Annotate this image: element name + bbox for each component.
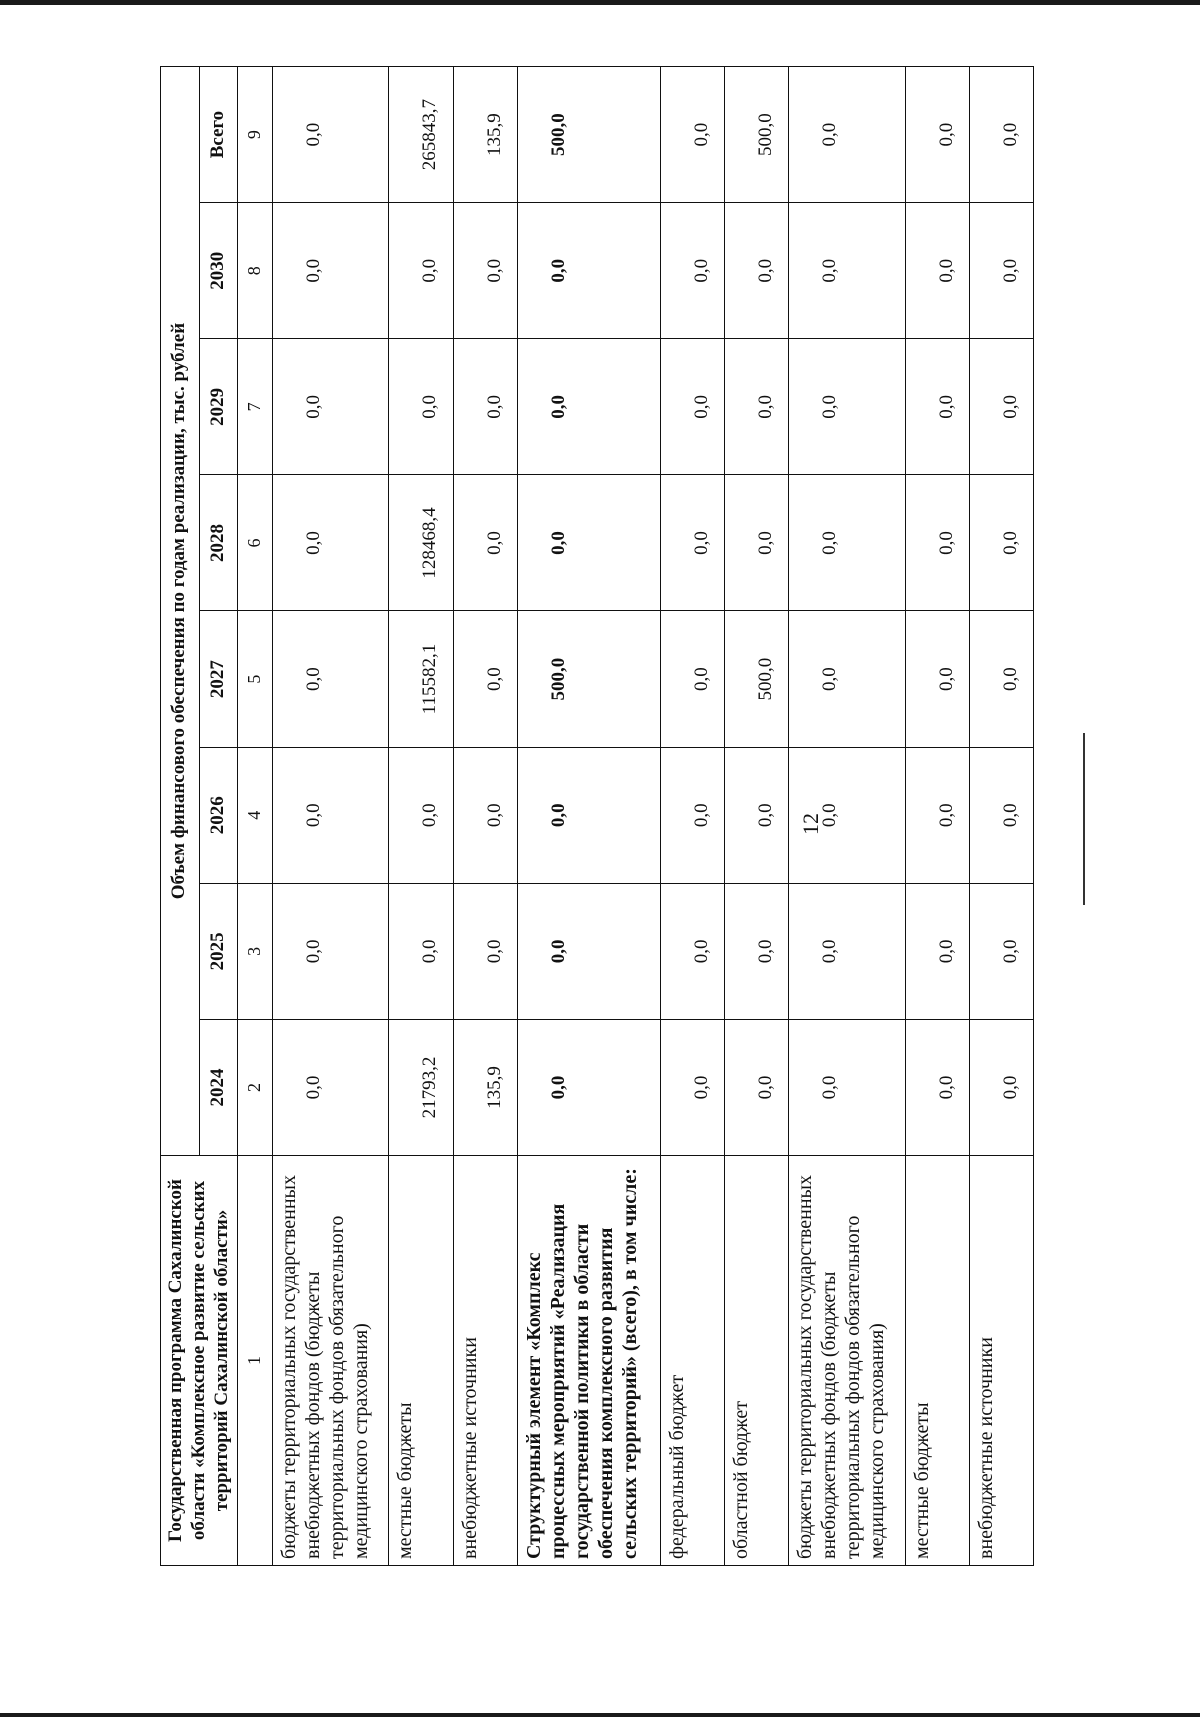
value-cell: 0,0 (905, 475, 969, 611)
value-cell: 0,0 (517, 1019, 660, 1155)
value-cell: 0,0 (789, 203, 905, 339)
value-cell: 0,0 (517, 203, 660, 339)
value-cell: 0,0 (272, 475, 388, 611)
value-cell: 0,0 (517, 883, 660, 1019)
value-cell: 0,0 (969, 203, 1033, 339)
column-index: 7 (238, 339, 273, 475)
year-header: 2026 (199, 747, 238, 883)
year-header: 2024 (199, 1019, 238, 1155)
column-index: 6 (238, 475, 273, 611)
value-cell: 0,0 (453, 475, 517, 611)
year-header: 2028 (199, 475, 238, 611)
rotated-table-wrapper (160, 66, 1020, 1566)
table-row (660, 67, 724, 1566)
table-body (272, 67, 1033, 1566)
program-header: Государственная программа Сахалинской области «Комплексное развитие сельских территорий Сахалинской области» (161, 1156, 238, 1566)
value-cell: 500,0 (724, 67, 788, 203)
value-cell: 0,0 (905, 67, 969, 203)
value-cell: 0,0 (660, 475, 724, 611)
header-row-1 (161, 67, 200, 1566)
row-label: Структурный элемент «Комплекс процессных мероприятий «Реализация государственной политики в области обеспечения комплексного развития сельских территорий» (всего), в том числе: (517, 1156, 660, 1566)
year-header: Всего (199, 67, 238, 203)
value-cell: 0,0 (789, 747, 905, 883)
value-cell: 0,0 (905, 611, 969, 747)
value-cell: 0,0 (969, 475, 1033, 611)
row-label: внебюджетные источники (969, 1156, 1033, 1566)
value-cell: 0,0 (905, 203, 969, 339)
year-header: 2029 (199, 339, 238, 475)
value-cell: 0,0 (789, 475, 905, 611)
value-cell: 0,0 (789, 883, 905, 1019)
value-cell: 0,0 (969, 611, 1033, 747)
separator-line (1083, 733, 1085, 905)
value-cell: 500,0 (724, 611, 788, 747)
value-cell: 21793,2 (389, 1019, 453, 1155)
value-cell: 0,0 (789, 1019, 905, 1155)
bottom-border (0, 1713, 1200, 1717)
value-cell: 0,0 (272, 203, 388, 339)
page-number: 12 (798, 813, 823, 835)
value-cell: 0,0 (517, 339, 660, 475)
value-cell: 0,0 (969, 339, 1033, 475)
value-cell: 500,0 (517, 611, 660, 747)
value-cell: 0,0 (389, 883, 453, 1019)
value-cell: 0,0 (905, 883, 969, 1019)
value-cell: 0,0 (453, 339, 517, 475)
value-cell: 0,0 (724, 747, 788, 883)
value-cell: 0,0 (272, 1019, 388, 1155)
value-cell: 0,0 (660, 67, 724, 203)
column-index: 2 (238, 1019, 273, 1155)
table-row (724, 67, 788, 1566)
value-cell: 0,0 (905, 1019, 969, 1155)
value-cell: 0,0 (660, 883, 724, 1019)
table-row (517, 67, 660, 1566)
table-row (789, 67, 905, 1566)
value-cell: 0,0 (724, 203, 788, 339)
value-cell: 500,0 (517, 67, 660, 203)
column-index: 1 (238, 1156, 273, 1566)
value-cell: 0,0 (724, 883, 788, 1019)
value-cell: 0,0 (905, 747, 969, 883)
year-header: 2030 (199, 203, 238, 339)
value-cell: 0,0 (905, 339, 969, 475)
row-label: местные бюджеты (905, 1156, 969, 1566)
value-cell: 135,9 (453, 1019, 517, 1155)
table-row (272, 67, 388, 1566)
column-index: 4 (238, 747, 273, 883)
value-cell: 0,0 (660, 1019, 724, 1155)
top-border (0, 0, 1200, 5)
value-cell: 0,0 (453, 883, 517, 1019)
row-label: областной бюджет (724, 1156, 788, 1566)
value-cell: 135,9 (453, 67, 517, 203)
table-row (905, 67, 969, 1566)
value-cell: 0,0 (660, 611, 724, 747)
value-cell: 0,0 (272, 67, 388, 203)
value-cell: 0,0 (389, 203, 453, 339)
value-cell: 0,0 (724, 339, 788, 475)
value-cell: 0,0 (272, 339, 388, 475)
value-cell: 0,0 (969, 67, 1033, 203)
value-cell: 0,0 (660, 339, 724, 475)
value-cell: 0,0 (453, 611, 517, 747)
value-cell: 0,0 (272, 747, 388, 883)
value-cell: 0,0 (969, 1019, 1033, 1155)
row-label: бюджеты территориальных государственных внебюджетных фондов (бюджеты территориальных фондов обязательного медицинского страхования) (272, 1156, 388, 1566)
year-header: 2025 (199, 883, 238, 1019)
value-cell: 0,0 (969, 883, 1033, 1019)
value-cell: 0,0 (517, 747, 660, 883)
value-cell: 115582,1 (389, 611, 453, 747)
year-header: 2027 (199, 611, 238, 747)
column-index: 5 (238, 611, 273, 747)
value-cell: 265843,7 (389, 67, 453, 203)
value-cell: 0,0 (789, 67, 905, 203)
column-index: 8 (238, 203, 273, 339)
value-cell: 0,0 (660, 747, 724, 883)
value-cell: 0,0 (724, 475, 788, 611)
row-label: внебюджетные источники (453, 1156, 517, 1566)
row-label: местные бюджеты (389, 1156, 453, 1566)
volume-header: Объем финансового обеспечения по годам реализации, тыс. рублей (161, 67, 200, 1156)
table-row (453, 67, 517, 1566)
value-cell: 0,0 (389, 339, 453, 475)
value-cell: 0,0 (517, 475, 660, 611)
financing-table (160, 66, 1034, 1566)
value-cell: 0,0 (969, 747, 1033, 883)
index-row (238, 67, 273, 1566)
table-row (389, 67, 453, 1566)
table-row (969, 67, 1033, 1566)
value-cell: 0,0 (272, 883, 388, 1019)
value-cell: 0,0 (272, 611, 388, 747)
value-cell: 0,0 (724, 1019, 788, 1155)
column-index: 3 (238, 883, 273, 1019)
value-cell: 0,0 (389, 747, 453, 883)
row-label: бюджеты территориальных государственных внебюджетных фондов (бюджеты территориальных фондов обязательного медицинского страхования) (789, 1156, 905, 1566)
column-index: 9 (238, 67, 273, 203)
value-cell: 128468,4 (389, 475, 453, 611)
value-cell: 0,0 (453, 203, 517, 339)
value-cell: 0,0 (789, 611, 905, 747)
value-cell: 0,0 (453, 747, 517, 883)
row-label: федеральный бюджет (660, 1156, 724, 1566)
value-cell: 0,0 (660, 203, 724, 339)
value-cell: 0,0 (789, 339, 905, 475)
